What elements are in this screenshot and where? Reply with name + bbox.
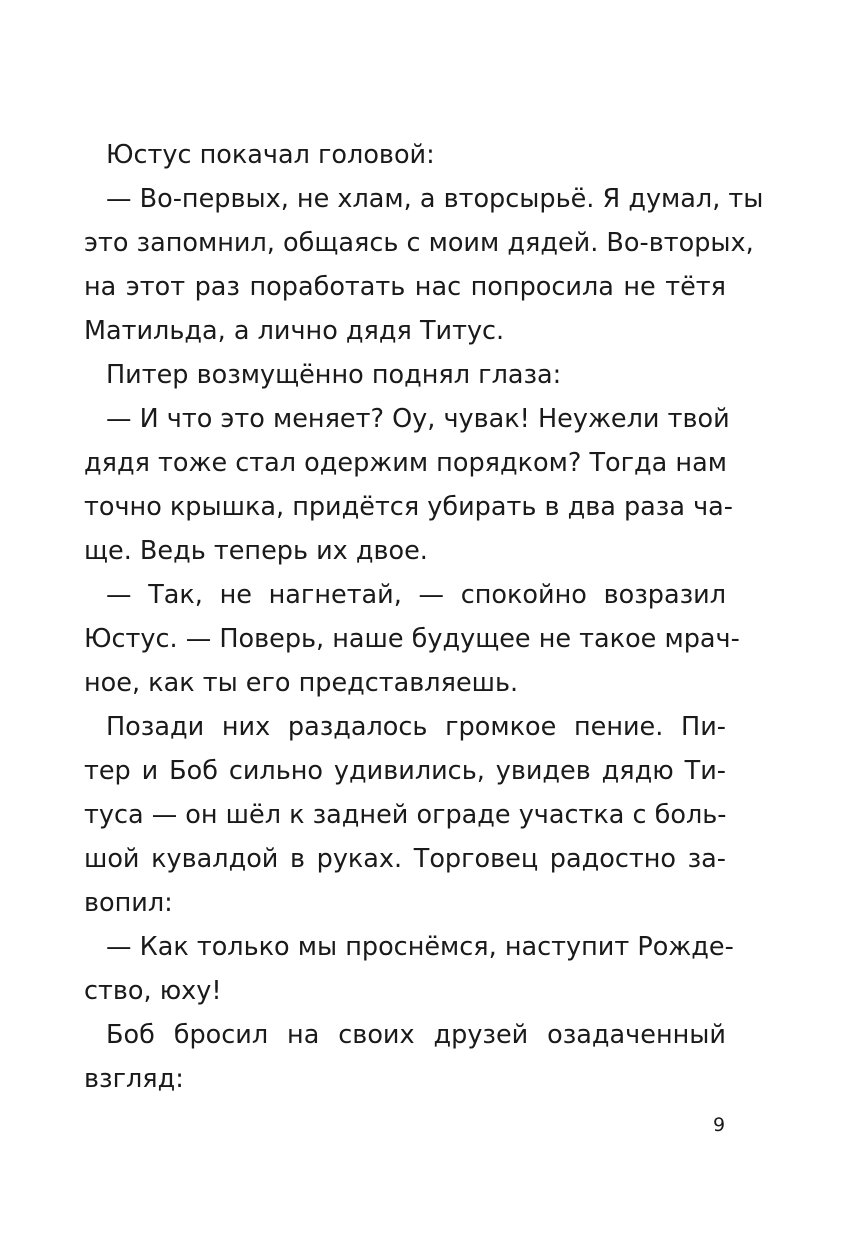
- text-line: Позади них раздалось громкое пение. Пи-: [106, 712, 726, 742]
- text-line: — И что это меняет? Оу, чувак! Неужели твой: [106, 404, 730, 434]
- text-line: Юстус покачал головой:: [106, 140, 435, 170]
- text-line: ще. Ведь теперь их двое.: [84, 536, 428, 566]
- text-line: это запомнил, общаясь с моим дядей. Во-вторых,: [84, 228, 754, 258]
- text-line: Боб бросил на своих друзей озадаченный: [106, 1020, 726, 1050]
- page-number: 9: [713, 1114, 726, 1136]
- text-line: Питер возмущённо поднял глаза:: [106, 360, 562, 390]
- text-line: ное, как ты его представляешь.: [84, 668, 519, 698]
- text-line: — Во-первых, не хлам, а вторсырьё. Я думал, ты: [106, 184, 764, 214]
- text-line: Матильда, а лично дядя Титус.: [84, 316, 505, 346]
- text-line: тер и Боб сильно удивились, увидев дядю Ти-: [84, 756, 726, 786]
- text-line: — Как только мы проснёмся, наступит Рожде-: [106, 932, 734, 962]
- text-line: вопил:: [84, 888, 173, 918]
- text-line: на этот раз поработать нас попросила не тётя: [84, 272, 726, 302]
- text-line: шой кувалдой в руках. Торговец радостно за-: [84, 844, 726, 874]
- text-line: туса — он шёл к задней ограде участка с боль-: [84, 800, 727, 830]
- text-line: точно крышка, придётся убирать в два раза ча-: [84, 492, 733, 522]
- text-line: дядя тоже стал одержим порядком? Тогда нам: [84, 448, 727, 478]
- text-line: Юстус. — Поверь, наше будущее не такое мрач-: [84, 624, 740, 654]
- text-line: взгляд:: [84, 1064, 184, 1094]
- text-line: — Так, не нагнетай, — спокойно возразил: [106, 580, 726, 610]
- text-line: ство, юху!: [84, 976, 222, 1006]
